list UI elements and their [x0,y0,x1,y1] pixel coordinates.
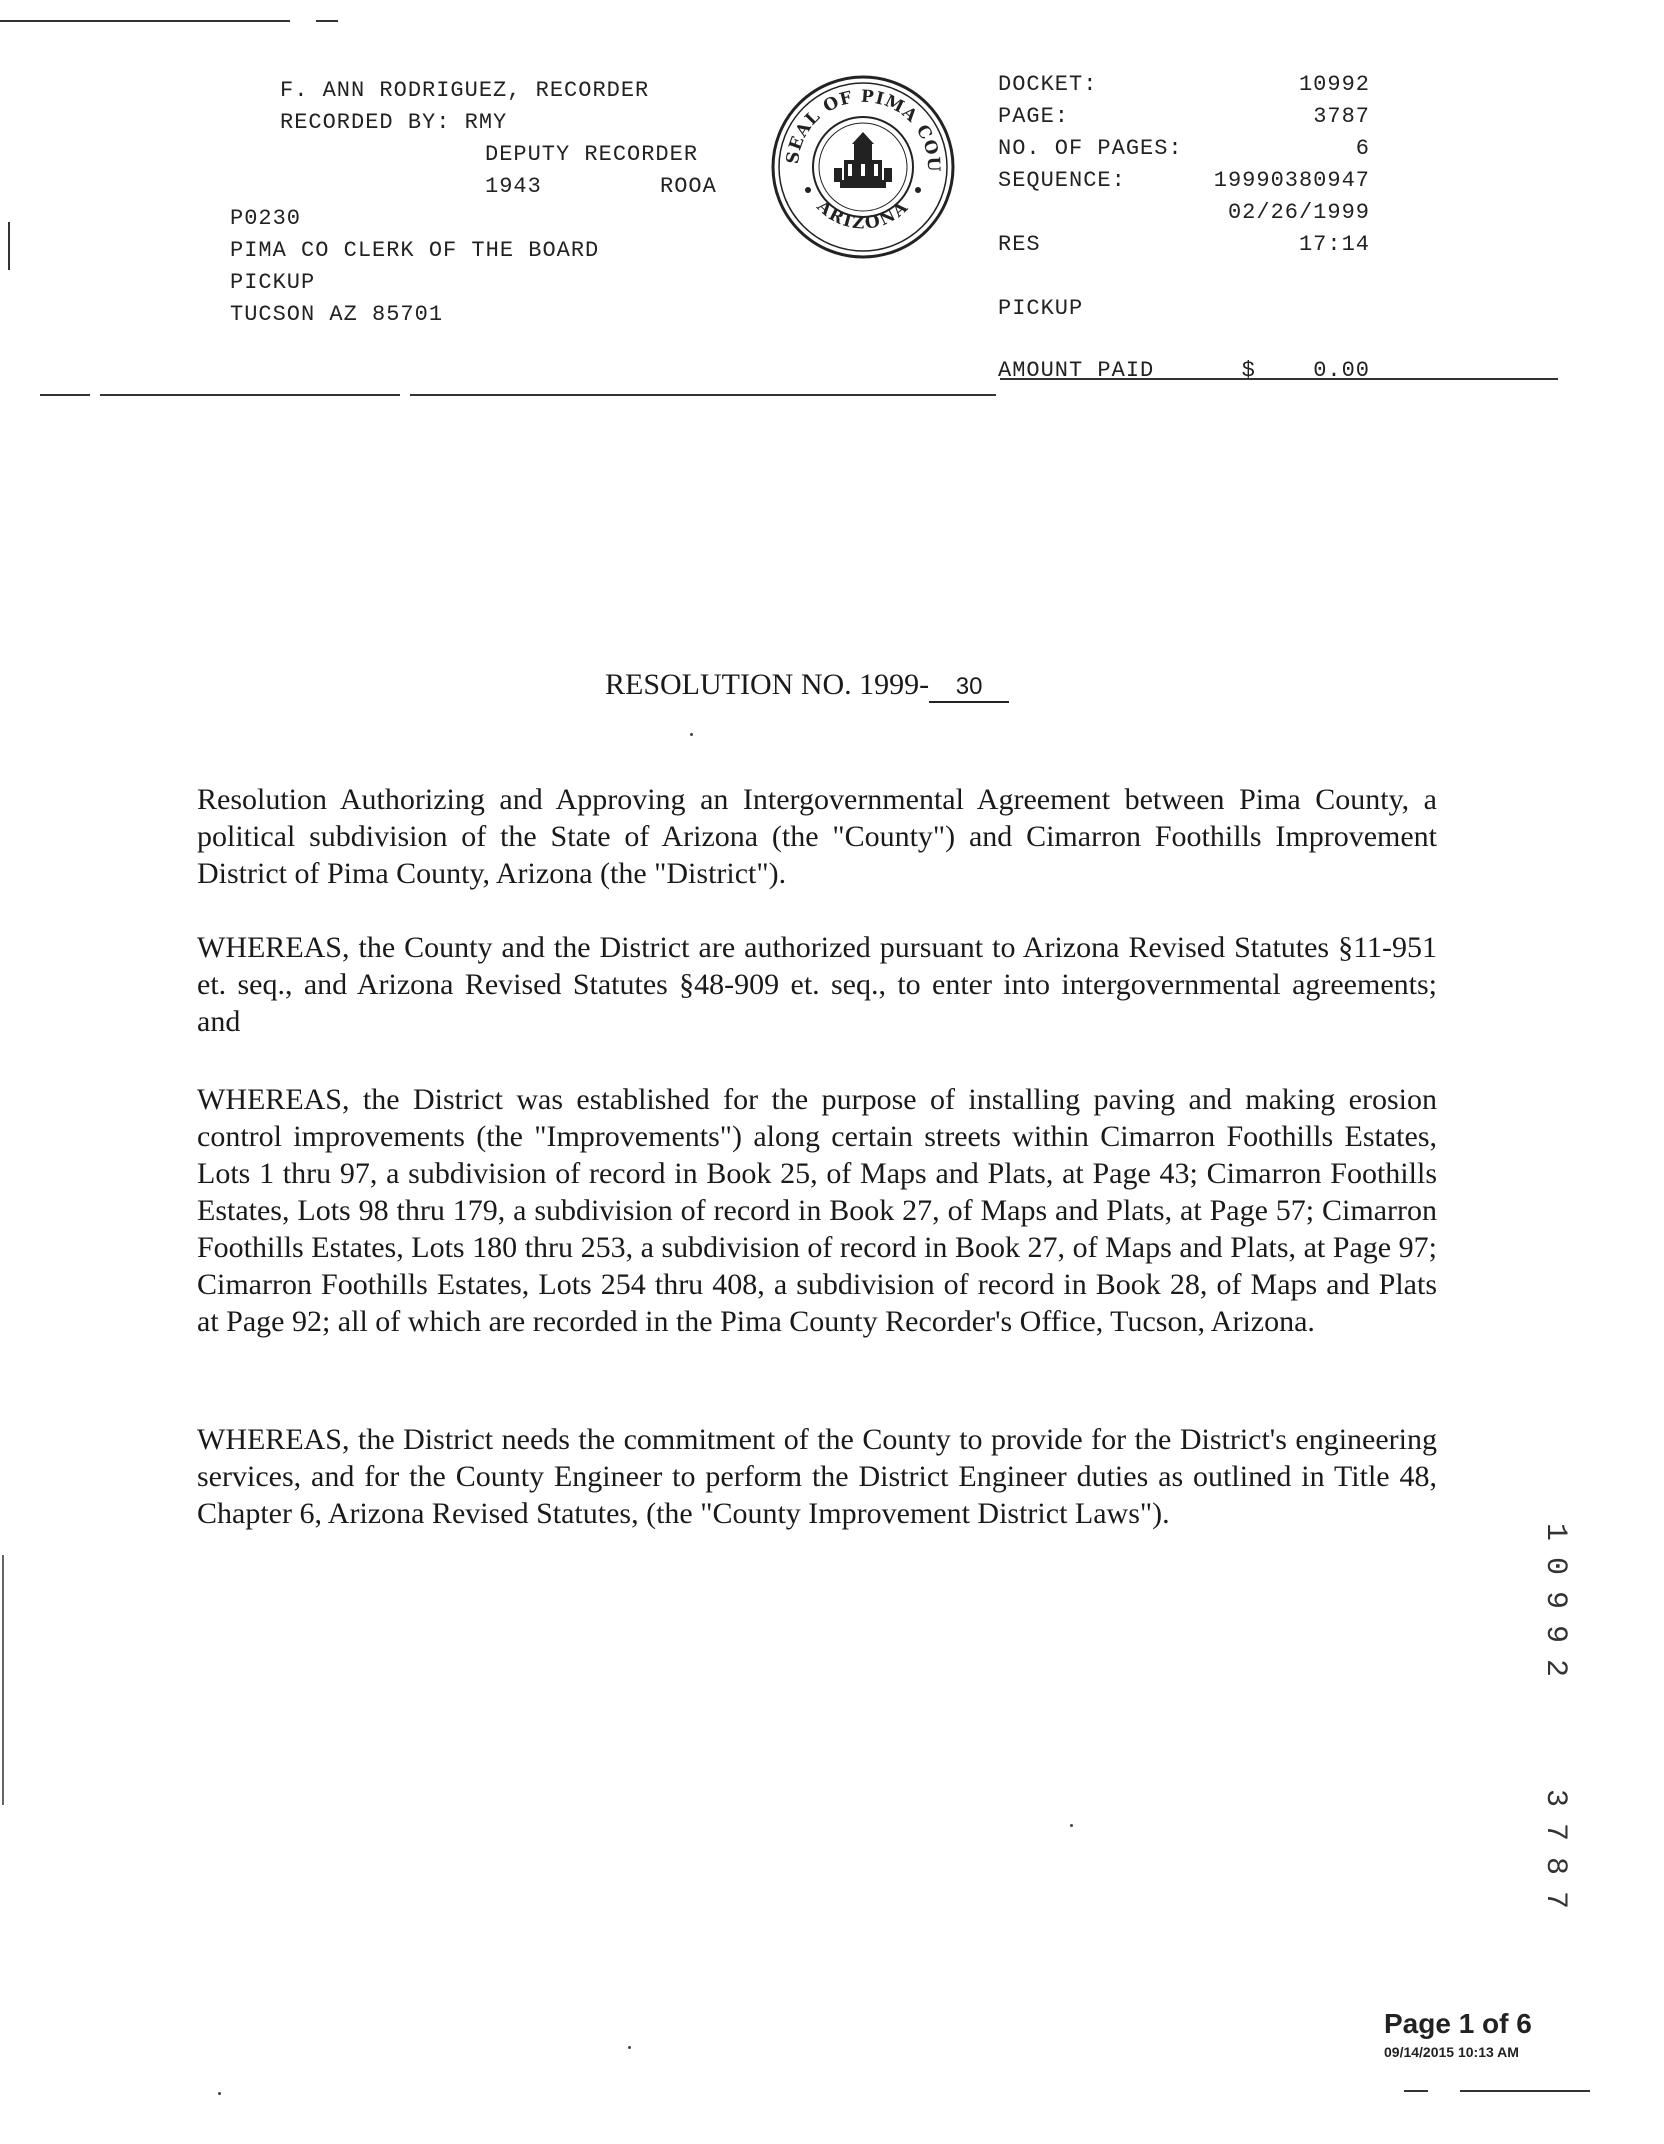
recorder-name: F. ANN RODRIGUEZ, RECORDER [280,78,650,103]
pages-value: 6 [1355,136,1370,161]
header-rule-1 [40,394,90,396]
seal-ring-top: SEAL OF PIMA COU [782,86,944,173]
header-rule-3 [410,394,996,396]
resolution-number: 30 [929,673,1009,703]
docket-value: 10992 [1298,72,1370,97]
stamp-digit: 3 [1538,1788,1572,1807]
paragraph-whereas-district: WHEREAS, the District was established for the purpose of installing paving and making erosion control improvements (the "Improvements") along certain streets within Cimarron Foothills Estates, Lots 1 thru 97, a subdivision of record in Book 25, of Maps and Plats, at Page 43; Cimarron Foothills Estates, Lots 98 thru 179, a subdivision of record in Book 27, of Maps and Plats, at Page 57; Cimarron Foothills Estates, Lots 180 thru 253, a subdivision of record in Book 27, of Maps and Plats, at Page 97; Cimarron Foothills Estates, Lots 254 thru 408, a subdivision of record in Book 28, of Maps and Plats at Page 92; all of which are recorded in the Pima County Recorder's Office, Tucson, Arizona. [197,1083,1437,1338]
recorder-block [230,78,750,338]
stray-dot [690,733,693,736]
currency-sign: $ [1241,358,1256,383]
resolution-title [605,668,1009,703]
stamp-digit: 0 [1538,1556,1572,1575]
p-code: P0230 [230,206,302,231]
sequence-row [998,168,1370,193]
page-label: PAGE: [998,104,1070,129]
stamp-digit: 9 [1538,1590,1572,1609]
record-date: 02/26/1999 [1227,200,1370,225]
docket-block [998,72,1378,392]
record-time: 17:14 [1298,232,1370,257]
page-value: 3787 [1313,104,1370,129]
resolution-title-prefix: RESOLUTION NO. 1999- [605,668,930,701]
stray-dot [628,2046,631,2049]
sequence-label: SEQUENCE: [998,168,1126,193]
stamp-digit: 2 [1538,1658,1572,1677]
scan-top-rule-short [316,20,338,22]
stray-dot [1070,1824,1073,1827]
paragraph-whereas-engineering: WHEREAS, the District needs the commitment of the County to provide for the District's engineering services, and for the County Engineer to perform the District Engineer duties as outlined in Title 48, Chapter 6, Arizona Revised Statutes, (the "County Improvement District Laws"). [197,1423,1437,1530]
header-rule-2 [100,394,400,396]
city-line: TUCSON AZ 85701 [230,302,444,327]
seal-graphic [768,72,958,262]
res-label: RES [998,232,1041,257]
print-timestamp: 09/14/2015 10:13 AM [1384,2044,1519,2060]
page-indicator: Page 1 of 6 [1384,2008,1532,2039]
amount-label: AMOUNT PAID [998,358,1155,383]
stamp-digit: 9 [1538,1624,1572,1643]
stamp-digit: 7 [1538,1890,1572,1909]
stray-dot [218,2092,221,2095]
recorded-by: RECORDED BY: RMY [280,110,508,135]
office-code-right: ROOA [660,174,717,199]
margin-tick-lower [2,1555,4,1805]
pages-label: NO. OF PAGES: [998,136,1183,161]
svg-text:ARIZONA [812,196,913,234]
side-docket-stamp [1540,1515,1580,1917]
office-code: 1943 [485,174,542,199]
res-row [998,232,1370,257]
page-row [998,104,1370,129]
header-rule-4 [1000,378,1558,380]
margin-tick [8,222,10,270]
clerk-name: PIMA CO CLERK OF THE BOARD [230,238,600,263]
paragraph-intro: Resolution Authorizing and Approving an Intergovernmental Agreement between Pima County, a political subdivision of the State of Arizona (the "County") and Cimarron Foothills Improvement District of Pima County, Arizona (the "District"). [197,783,1437,890]
scan-top-rule [0,20,290,22]
stamp-digit: 8 [1538,1856,1572,1875]
pickup-right: PICKUP [998,296,1084,321]
stamp-digit: 7 [1538,1822,1572,1841]
pima-county-seal [768,72,958,262]
footer-rule-1 [1404,2090,1428,2092]
paragraph-whereas-authority: WHEREAS, the County and the District are authorized pursuant to Arizona Revised Statutes §11-951 et. seq., and Arizona Revised Statutes §48-909 et. seq., to enter into intergovernmental agreements; and [197,931,1437,1038]
stamp-digit: 1 [1538,1522,1572,1541]
footer-rule-2 [1460,2090,1590,2092]
sequence-value: 19990380947 [1213,168,1370,193]
pages-row [998,136,1370,161]
docket-row [998,72,1370,97]
docket-label: DOCKET: [998,72,1098,97]
seal-ring-bottom: ARIZONA [812,196,914,234]
amount-value: 0.00 [1313,358,1370,383]
pickup-left: PICKUP [230,270,316,295]
deputy-recorder: DEPUTY RECORDER [485,142,699,167]
